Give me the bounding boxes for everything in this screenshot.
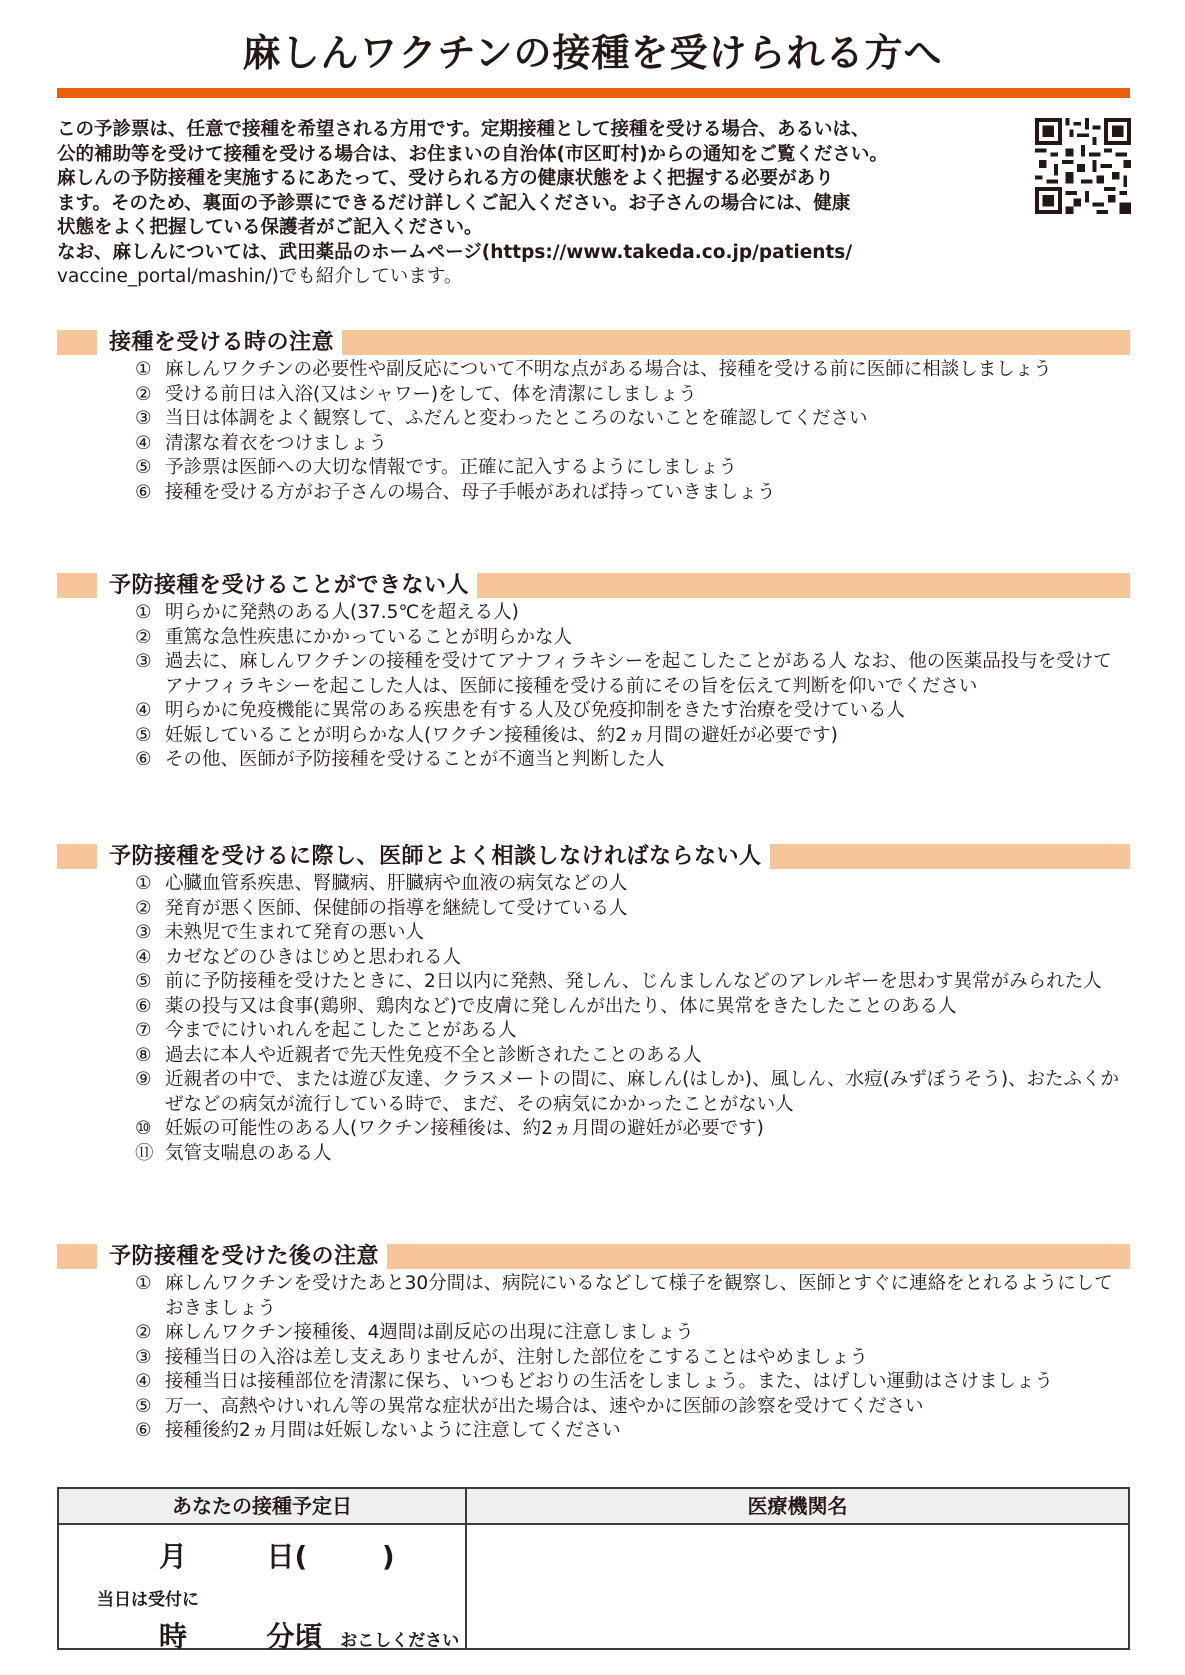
item-text: 近親者の中で、または遊び友達、クラスメートの間に、麻しん(はしか)、風しん、水痘(みずぼうそう)、おたふくかぜなどの病気が流行している時で、まだ、その病気にかかったことがない人: [165, 1069, 1120, 1115]
intro-paragraph: [57, 118, 1017, 290]
list-item: [135, 699, 1130, 724]
section-heading: 予防接種を受けることができない人: [109, 573, 470, 598]
section-header-swatch: [57, 844, 97, 869]
list-item: [135, 1419, 1130, 1444]
item-number: ⑧: [135, 1044, 152, 1066]
item-text: 接種当日は接種部位を清潔に保ち、いつもどおりの生活をしましょう。また、はげしい運動はさけましょう: [165, 1371, 1054, 1392]
day-close: ): [381, 1540, 395, 1573]
item-text: 麻しんワクチンを受けたあと30分間は、病院にいるなどして様子を観察し、医師とすぐに連絡をとれるようにしておきましょう: [165, 1273, 1113, 1319]
intro-line: ます。そのため、裏面の予診票にできるだけ詳しくご記入ください。お子さんの場合には、健康: [57, 192, 851, 214]
item-number: ⑥: [135, 481, 152, 503]
item-list: [57, 601, 1130, 773]
section-header-bar: [770, 844, 1130, 869]
list-item: [135, 897, 1130, 922]
item-list: [57, 872, 1130, 1166]
item-number: ①: [135, 873, 152, 894]
day-label: 日(: [266, 1540, 308, 1573]
list-item: [135, 358, 1130, 383]
item-text: 妊娠していることが明らかな人(ワクチン接種後は、約2ヵ月間の避妊が必要です): [165, 724, 838, 746]
item-text: 麻しんワクチン接種後、4週間は副反応の出現に注意しましょう: [165, 1322, 694, 1343]
item-text: 発育が悪く医師、保健師の指導を継続して受けている人: [165, 897, 628, 919]
item-number: ②: [135, 897, 152, 919]
item-number: ⑤: [135, 971, 152, 992]
page-title: 麻しんワクチンの接種を受けられる方へ: [242, 31, 943, 75]
item-text: 受ける前日は入浴(又はシャワー)をして、体を清潔にしましょう: [165, 383, 697, 405]
section-header: [57, 1243, 1130, 1270]
item-number: ⑪: [135, 1142, 154, 1164]
intro-line-url[interactable]: なお、麻しんについては、武田薬品のホームページ(https://www.takeda.co.jp/patients/: [57, 241, 853, 263]
list-item: [135, 946, 1130, 971]
item-number: ①: [135, 602, 152, 623]
item-text: 予診票は医師への大切な情報です。正確に記入するようにしましょう: [165, 457, 738, 478]
date-header: あなたの接種予定日: [59, 1489, 467, 1525]
list-item: [135, 456, 1130, 481]
section-header: [57, 843, 1130, 870]
reception-note: 当日は受付に: [97, 1590, 199, 1610]
item-number: ④: [135, 700, 152, 721]
list-item: [135, 432, 1130, 457]
item-text: 過去に、麻しんワクチンの接種を受けてアナフィラキシーを起こしたことがある人 なお、他の医薬品投与を受けてアナフィラキシーを起こした人は、医師に接種を受ける前にその旨を伝えて判断を仰いでください: [165, 651, 1112, 697]
item-text: 麻しんワクチンの必要性や副反応について不明な点がある場合は、接種を受ける前に医師に相談しましょう: [165, 359, 1052, 380]
arrive-note: おこしください: [340, 1631, 460, 1651]
list-item: [135, 1068, 1130, 1117]
item-number: ⑩: [135, 1118, 152, 1139]
item-list: [57, 1272, 1130, 1444]
list-item: [135, 650, 1130, 699]
list-item: [135, 1117, 1130, 1142]
list-item: [135, 407, 1130, 432]
title-underline-bar: [57, 88, 1130, 98]
list-item: [135, 1370, 1130, 1395]
time-line: [159, 1615, 459, 1655]
section-heading: 予防接種を受けた後の注意: [109, 1244, 380, 1269]
list-item: [135, 724, 1130, 749]
section-header-swatch: [57, 330, 97, 355]
item-number: ⑨: [135, 1069, 152, 1090]
section-header: [57, 572, 1130, 599]
item-number: ⑥: [135, 749, 152, 770]
list-item: [135, 1321, 1130, 1346]
item-text: 重篤な急性疾患にかかっていることが明らかな人: [165, 626, 573, 648]
section-after-vaccination: [57, 1243, 1130, 1444]
item-number: ①: [135, 1273, 152, 1294]
clinic-header: 医療機関名: [467, 1489, 1128, 1525]
item-number: ③: [135, 408, 152, 429]
item-number: ③: [135, 1346, 152, 1368]
item-number: ④: [135, 946, 152, 968]
section-header-bar: [387, 1244, 1130, 1269]
section-consult-doctor: [57, 843, 1130, 1166]
item-text: 薬の投与又は食事(鶏卵、鶏肉など)で皮膚に発しんが出たり、体に異常をきたしたことのある人: [165, 995, 957, 1017]
clinic-name-cell[interactable]: [467, 1525, 1128, 1648]
item-text: 接種当日の入浴は差し支えありませんが、注射した部位をこすることはやめましょう: [165, 1346, 869, 1368]
section-heading: 接種を受ける時の注意: [109, 330, 335, 355]
item-text: 気管支喘息のある人: [165, 1142, 332, 1164]
section-header: [57, 329, 1130, 356]
item-number: ①: [135, 359, 152, 380]
item-number: ⑥: [135, 995, 152, 1017]
list-item: [135, 872, 1130, 897]
item-text: 妊娠の可能性のある人(ワクチン接種後は、約2ヵ月間の避妊が必要です): [165, 1118, 764, 1139]
item-number: ④: [135, 432, 152, 454]
qr-code-icon[interactable]: [1035, 118, 1131, 214]
section-before-vaccination: [57, 329, 1130, 505]
intro-line: 公的補助等を受けて接種を受ける場合は、お住まいの自治体(市区町村)からの通知をご覧ください。: [57, 143, 888, 165]
appointment-date-cell[interactable]: [59, 1525, 467, 1653]
item-text: 今までにけいれんを起こしたことがある人: [165, 1020, 517, 1041]
item-text: 未熟児で生まれて発育の悪い人: [165, 922, 425, 943]
section-header-bar: [477, 573, 1130, 598]
list-item: [135, 601, 1130, 626]
item-number: ④: [135, 1371, 152, 1392]
list-item: [135, 626, 1130, 651]
item-text: 清潔な着衣をつけましょう: [165, 432, 388, 454]
item-text: カゼなどのひきはじめと思われる人: [165, 946, 462, 968]
item-list: [57, 358, 1130, 505]
item-text: 万一、高熱やけいれん等の異常な症状が出た場合は、速やかに医師の診察を受けてください: [165, 1395, 924, 1417]
item-number: ⑥: [135, 1420, 152, 1441]
list-item: [135, 1142, 1130, 1167]
section-header-swatch: [57, 573, 97, 598]
month-label: 月: [159, 1540, 188, 1573]
item-number: ③: [135, 651, 152, 672]
section-header-swatch: [57, 1244, 97, 1269]
list-item: [135, 970, 1130, 995]
item-number: ⑤: [135, 457, 152, 478]
item-number: ③: [135, 922, 152, 943]
list-item: [135, 921, 1130, 946]
list-item: [135, 481, 1130, 506]
intro-line-url[interactable]: vaccine_portal/mashin/)でも紹介しています。: [57, 266, 463, 287]
list-item: [135, 1395, 1130, 1420]
intro-line: 麻しんの予防接種を実施するにあたって、受けられる方の健康状態をよく把握する必要があり: [57, 168, 834, 189]
item-number: ②: [135, 1322, 152, 1343]
item-number: ⑤: [135, 1395, 152, 1417]
item-text: 当日は体調をよく観察して、ふだんと変わったところのないことを確認してください: [165, 408, 868, 429]
section-header-bar: [342, 330, 1130, 355]
item-number: ⑤: [135, 724, 152, 746]
item-text: 前に予防接種を受けたときに、2日以内に発熱、発しん、じんましんなどのアレルギーを思わす異常がみられた人: [165, 971, 1102, 992]
item-number: ②: [135, 383, 152, 405]
list-item: [135, 748, 1130, 773]
intro-line: 状態をよく把握している保護者がご記入ください。: [57, 217, 483, 238]
item-text: 接種後約2ヵ月間は妊娠しないように注意してください: [165, 1420, 621, 1441]
intro-line: この予診票は、任意で接種を希望される方用です。定期接種として接種を受ける場合、あるいは、: [57, 119, 870, 140]
item-text: 明らかに発熱のある人(37.5℃を超える人): [165, 602, 519, 623]
appointment-table: [57, 1487, 1130, 1653]
item-text: 過去に本人や近親者で先天性免疫不全と診断されたことのある人: [165, 1044, 702, 1066]
minute-label: 分頃: [266, 1620, 323, 1653]
item-number: ②: [135, 626, 152, 648]
date-line: [159, 1535, 395, 1575]
list-item: [135, 1346, 1130, 1371]
item-text: 心臓血管系疾患、腎臓病、肝臓病や血液の病気などの人: [165, 873, 628, 894]
item-text: 接種を受ける方がお子さんの場合、母子手帳があれば持っていきましょう: [165, 481, 776, 503]
section-cannot-receive: [57, 572, 1130, 773]
clinic-name-field[interactable]: [467, 1525, 1128, 1648]
list-item: [135, 995, 1130, 1020]
item-number: ⑦: [135, 1020, 152, 1041]
list-item: [135, 383, 1130, 408]
hour-label: 時: [159, 1620, 188, 1653]
item-text: 明らかに免疫機能に異常のある疾患を有する人及び免疫抑制をきたす治療を受けている人: [165, 700, 906, 721]
section-heading: 予防接種を受けるに際し、医師とよく相談しなければならない人: [109, 844, 762, 869]
list-item: [135, 1272, 1130, 1321]
list-item: [135, 1019, 1130, 1044]
item-text: その他、医師が予防接種を受けることが不適当と判断した人: [165, 749, 665, 770]
list-item: [135, 1044, 1130, 1069]
